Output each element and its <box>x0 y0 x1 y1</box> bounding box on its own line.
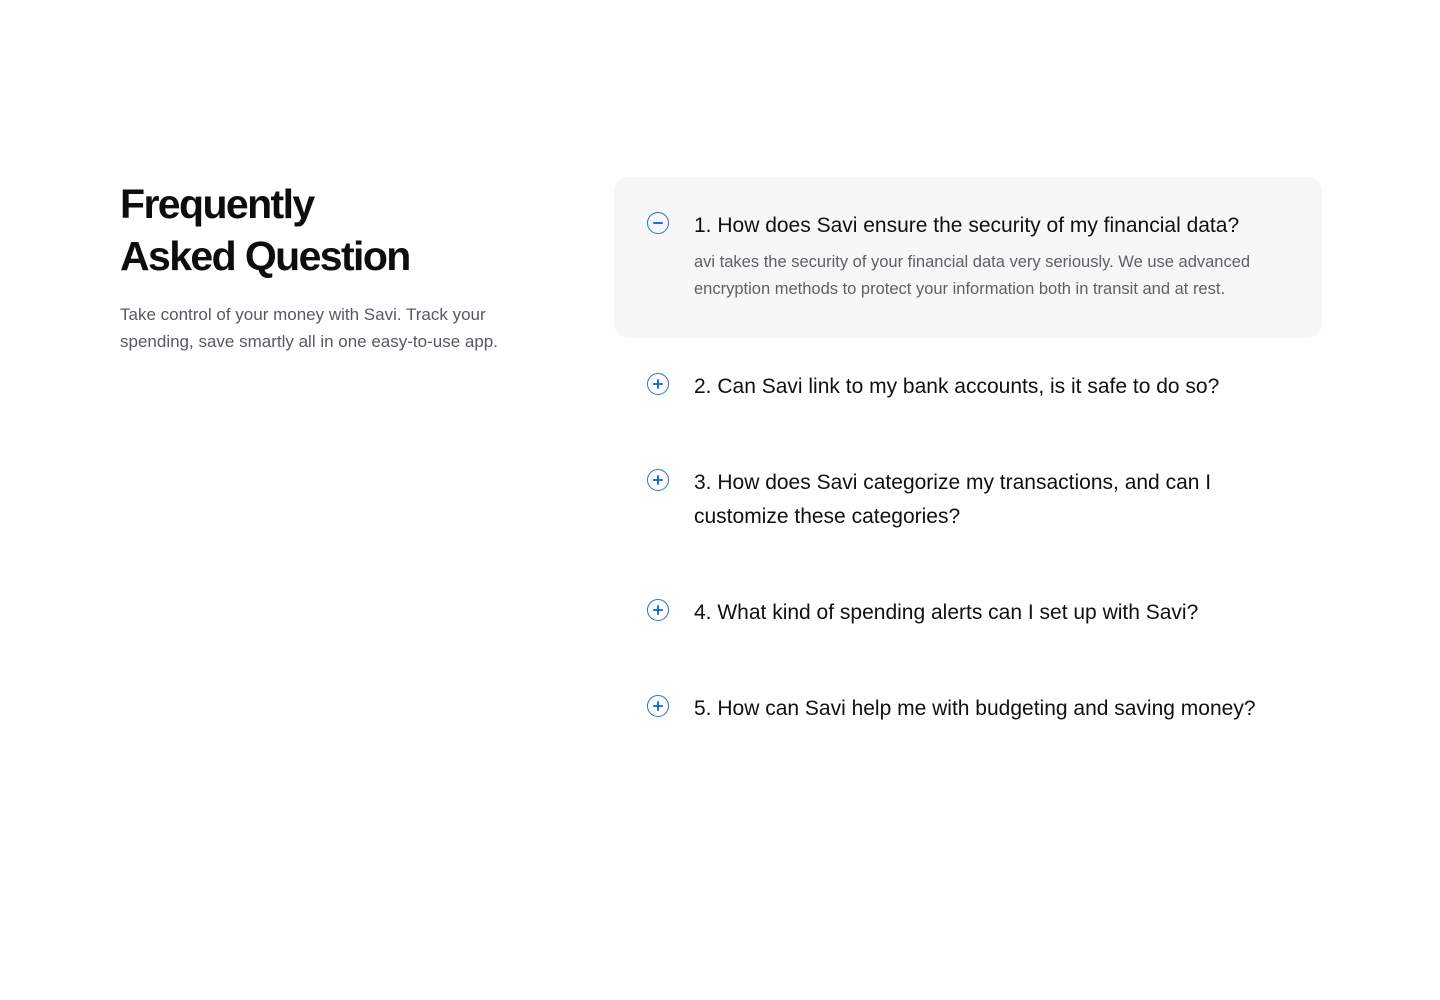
faq-question-1[interactable]: 1. How does Savi ensure the security of my financial data? <box>694 214 1240 237</box>
faq-list <box>614 177 1322 756</box>
intro-description: Take control of your money with Savi. Track your spending, save smartly all in one easy-to-use app. <box>120 305 498 351</box>
minus-circle-icon[interactable] <box>647 212 669 234</box>
faq-intro <box>120 178 560 355</box>
plus-circle-icon[interactable] <box>647 695 669 717</box>
faq-item-2 <box>614 338 1322 434</box>
faq-item-4 <box>614 564 1322 660</box>
faq-item-5 <box>614 660 1322 756</box>
plus-circle-icon[interactable] <box>647 599 669 621</box>
faq-item-3 <box>614 434 1322 564</box>
page-title <box>120 178 560 282</box>
plus-circle-icon[interactable] <box>647 469 669 491</box>
faq-question-2[interactable]: 2. Can Savi link to my bank accounts, is it safe to do so? <box>694 375 1220 398</box>
faq-answer-1: avi takes the security of your financial data very seriously. We use advanced encryption methods to protect your information both in transit and at rest. <box>694 253 1251 298</box>
page-title-line-1: Frequently <box>120 181 314 227</box>
page-title-line-2: Asked Question <box>120 233 410 279</box>
faq-item-1 <box>614 177 1322 338</box>
faq-question-4[interactable]: 4. What kind of spending alerts can I set up with Savi? <box>694 601 1199 624</box>
plus-circle-icon[interactable] <box>647 373 669 395</box>
faq-question-3[interactable]: 3. How does Savi categorize my transactions, and can I customize these categories? <box>694 471 1212 528</box>
faq-question-5[interactable]: 5. How can Savi help me with budgeting and saving money? <box>694 697 1256 720</box>
